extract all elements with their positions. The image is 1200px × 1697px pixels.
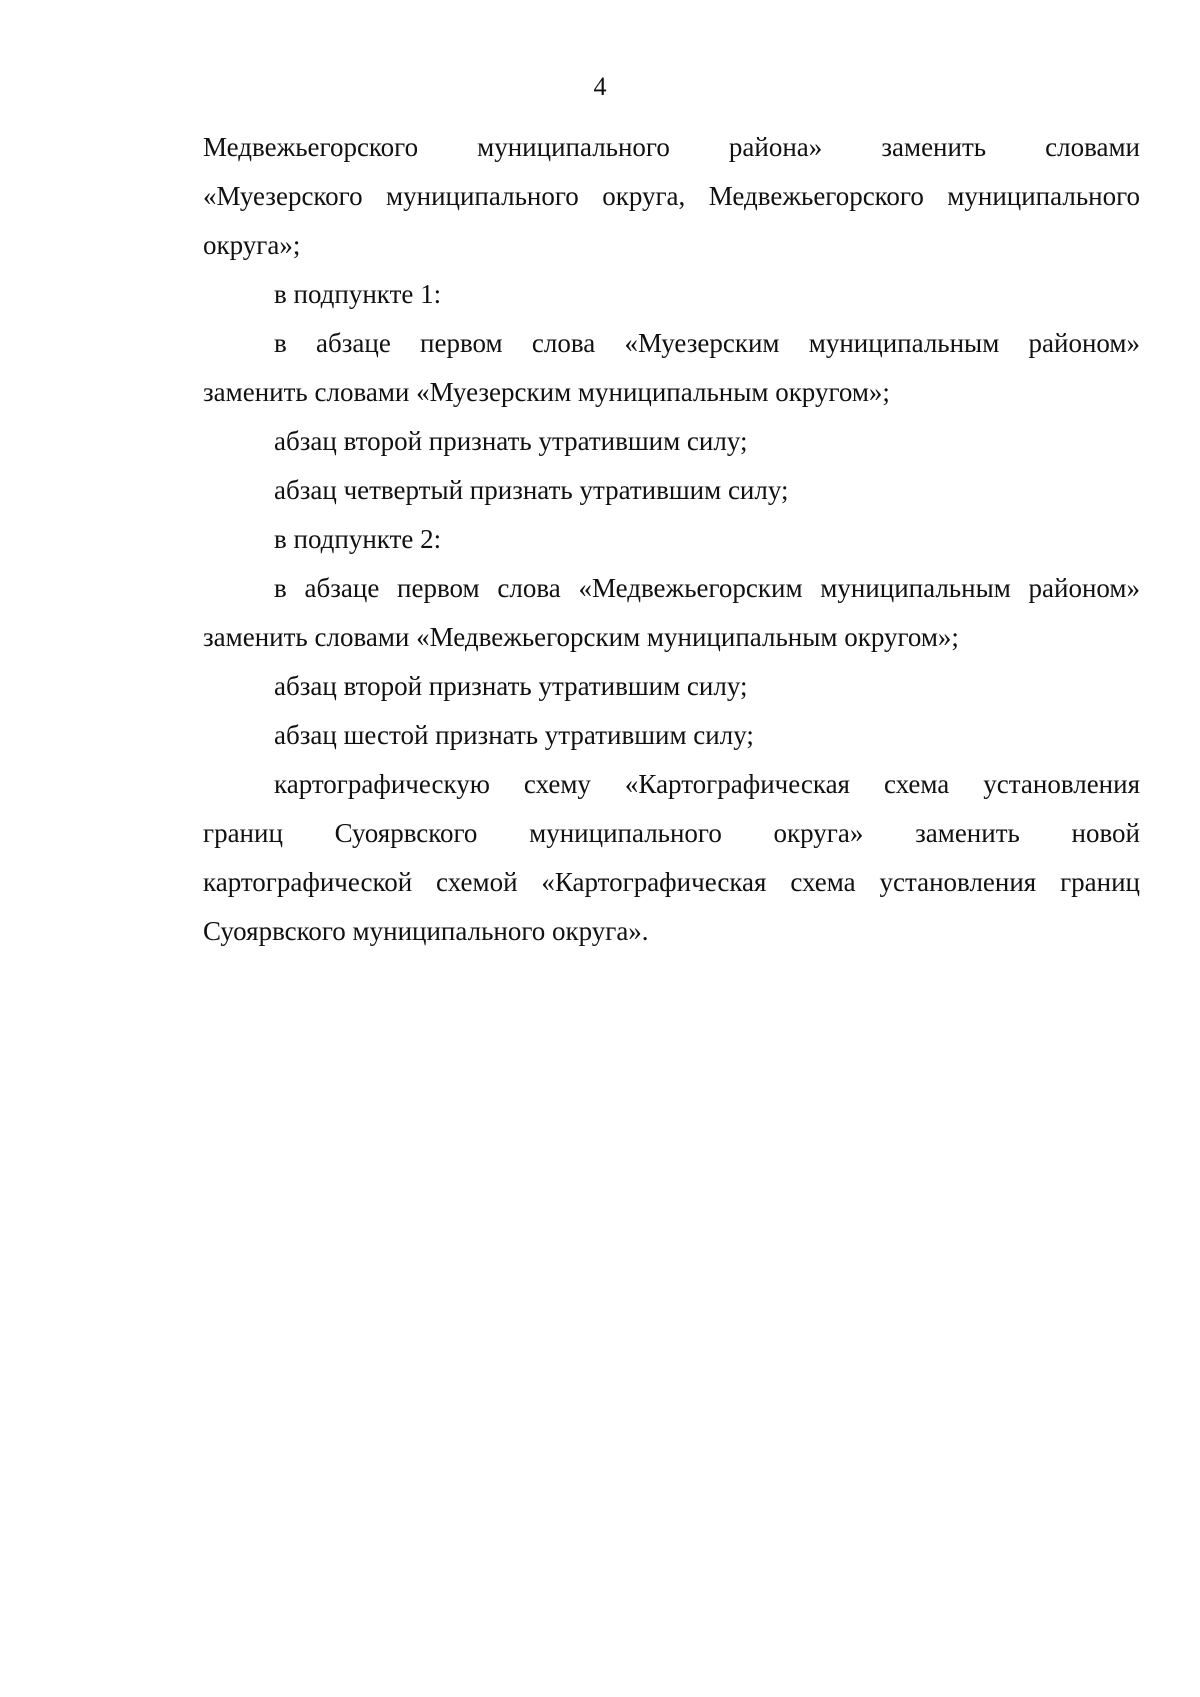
paragraph-10-line-4: Суоярвского муниципального округа». <box>203 916 649 946</box>
paragraph-6: в подпункте 2: <box>274 524 442 554</box>
paragraph-8: абзац второй признать утратившим силу; <box>274 671 748 701</box>
paragraph-1-line-1: Медвежьегорского муниципального района» заменить словами <box>203 132 1140 162</box>
paragraph-3 <box>203 319 1140 417</box>
paragraph-10-line-1: картографическую схему «Картографическая схема установления <box>274 769 1140 799</box>
paragraph-10-line-3: картографической схемой «Картографическая схема установления границ <box>203 867 1140 897</box>
paragraph-9: абзац шестой признать утратившим силу; <box>274 720 754 750</box>
document-body <box>203 123 1140 956</box>
paragraph-10-line-2: границ Суоярвского муниципального округа» заменить новой <box>203 818 1140 848</box>
paragraph-2: в подпункте 1: <box>274 279 442 309</box>
page-number: 4 <box>593 72 607 101</box>
paragraph-3-line-1: в абзаце первом слова «Муезерским муниципальным районом» <box>274 328 1140 358</box>
paragraph-10 <box>203 760 1140 956</box>
paragraph-5: абзац четвертый признать утратившим силу; <box>274 475 789 505</box>
paragraph-4: абзац второй признать утратившим силу; <box>274 426 748 456</box>
paragraph-7-line-1: в абзаце первом слова «Медвежьегорским муниципальным районом» <box>274 573 1140 603</box>
paragraph-1-line-2: «Муезерского муниципального округа, Медвежьегорского муниципального <box>203 181 1140 211</box>
paragraph-7 <box>203 564 1140 662</box>
paragraph-7-line-2: заменить словами «Медвежьегорским муниципальным округом»; <box>203 622 959 652</box>
paragraph-3-line-2: заменить словами «Муезерским муниципальным округом»; <box>203 377 890 407</box>
paragraph-1-line-3: округа»; <box>203 230 301 260</box>
paragraph-1 <box>203 123 1140 270</box>
